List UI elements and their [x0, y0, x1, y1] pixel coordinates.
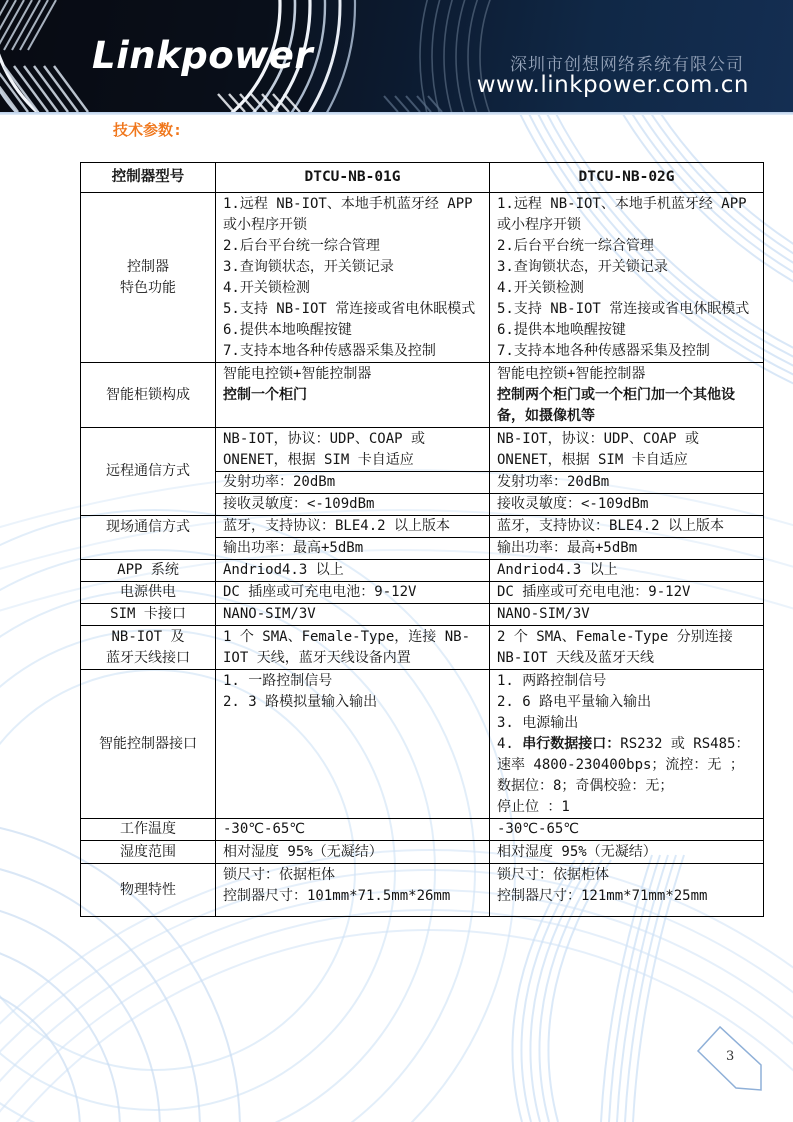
interface-02g-item5: 速率 4800-230400bps；流控：无 ；	[497, 757, 744, 773]
row-label-sim-interface: SIM 卡接口	[81, 604, 216, 626]
row-label-temperature: 工作温度	[81, 819, 216, 841]
spec-table	[80, 162, 764, 917]
table-row-interface	[81, 670, 764, 819]
features-01g: 1.远程 NB-IOT、本地手机蓝牙经 APP 或小程序开锁 2.后台平台统一综合管理 3.查询锁状态，开关锁记录 4.开关锁检测 5.支持 NB-IOT 常连接或省电休眠模式 6.提供本地唤醒按键 7.支持本地各种传感器采集及控制	[216, 193, 490, 363]
page-number-badge	[675, 1015, 775, 1105]
table-row-temperature	[81, 819, 764, 841]
table-row-remote-1	[81, 428, 764, 472]
bluetooth-01g: 蓝牙，支持协议：BLE4.2 以上版本	[216, 516, 490, 538]
interface-02g-item2: 2. 6 路电平量输入输出	[497, 694, 652, 710]
row-label-field-comm: 现场通信方式	[81, 516, 216, 560]
row-label-features	[81, 193, 216, 363]
cabinet-02g	[490, 363, 764, 428]
physical-02g-line1: 锁尺寸：依据柜体	[497, 867, 609, 883]
features-02g: 1.远程 NB-IOT、本地手机蓝牙经 APP 或小程序开锁 2.后台平台统一综合管理 3.查询锁状态，开关锁记录 4.开关锁检测 5.支持 NB-IOT 常连接或省电休眠模式 6.提供本地唤醒按键 7.支持本地各种传感器采集及控制	[490, 193, 764, 363]
row-label-antenna	[81, 626, 216, 670]
row-label-cabinet: 智能柜锁构成	[81, 363, 216, 428]
sim-interface-01g: NANO-SIM/3V	[216, 604, 490, 626]
interface-02g-item7: 停止位 ：1	[497, 799, 570, 815]
table-row-humidity	[81, 841, 764, 864]
cabinet-02g-line2: 控制两个柜门或一个柜门加一个其他设备，如摄像机等	[497, 387, 735, 424]
tx-power-02g: 发射功率：20dBm	[490, 472, 764, 494]
temperature-01g: -30℃-65℃	[216, 819, 490, 841]
physical-02g-line2: 控制器尺寸：121mm*71mm*25mm	[497, 888, 708, 904]
physical-01g-line1: 锁尺寸：依据柜体	[223, 867, 335, 883]
header-cell-model: 控制器型号	[81, 163, 216, 193]
antenna-02g: 2 个 SMA、Female-Type 分别连接 NB-IOT 天线及蓝牙天线	[490, 626, 764, 670]
interface-02g-item4-bold: 串行数据接口：	[522, 736, 621, 752]
table-row-app	[81, 560, 764, 582]
row-label-remote-comm: 远程通信方式	[81, 428, 216, 516]
temperature-02g: -30℃-65℃	[490, 819, 764, 841]
table-row-field-1	[81, 516, 764, 538]
company-website-link[interactable]: www.linkpower.com.cn	[476, 72, 749, 98]
power-supply-02g: DC 插座或可充电电池：9-12V	[490, 582, 764, 604]
cabinet-01g-line2: 控制一个柜门	[223, 387, 307, 403]
remote-protocol-02g: NB-IOT，协议：UDP、COAP 或 ONENET，根据 SIM 卡自适应	[490, 428, 764, 472]
interface-02g-item1: 1. 两路控制信号	[497, 673, 607, 689]
physical-01g-line2: 控制器尺寸：101mm*71.5mm*26mm	[223, 888, 451, 904]
cabinet-01g-line1: 智能电控锁+智能控制器	[223, 366, 372, 382]
table-row-antenna	[81, 626, 764, 670]
table-row-power	[81, 582, 764, 604]
cabinet-01g	[216, 363, 490, 428]
company-name: 深圳市创想网络系统有限公司	[510, 55, 744, 75]
row-label-power-supply: 电源供电	[81, 582, 216, 604]
row-label-antenna-line2: 蓝牙天线接口	[106, 649, 190, 666]
app-system-01g: Andriod4.3 以上	[216, 560, 490, 582]
physical-02g	[490, 864, 764, 917]
section-title: 技术参数:	[113, 121, 183, 139]
controller-interface-02g	[490, 670, 764, 819]
rx-sensitivity-01g: 接收灵敏度：<-109dBm	[216, 494, 490, 516]
bluetooth-02g: 蓝牙，支持协议：BLE4.2 以上版本	[490, 516, 764, 538]
interface-02g-item3: 3. 电源输出	[497, 715, 579, 731]
row-label-features-line1: 控制器	[127, 258, 169, 275]
sim-interface-02g: NANO-SIM/3V	[490, 604, 764, 626]
remote-protocol-01g: NB-IOT，协议：UDP、COAP 或 ONENET，根据 SIM 卡自适应	[216, 428, 490, 472]
rx-sensitivity-02g: 接收灵敏度：<-109dBm	[490, 494, 764, 516]
app-system-02g: Andriod4.3 以上	[490, 560, 764, 582]
table-row-physical	[81, 864, 764, 917]
pentagon-icon	[675, 1015, 775, 1105]
row-label-features-line2: 特色功能	[120, 279, 176, 296]
page-number: 3	[726, 1049, 735, 1064]
output-power-02g: 输出功率：最高+5dBm	[490, 538, 764, 560]
row-label-physical: 物理特性	[81, 864, 216, 917]
power-supply-01g: DC 插座或可充电电池：9-12V	[216, 582, 490, 604]
row-label-controller-interface: 智能控制器接口	[81, 670, 216, 819]
header-cell-dtcu-nb-01g: DTCU-NB-01G	[216, 163, 490, 193]
row-label-humidity: 湿度范围	[81, 841, 216, 864]
cabinet-02g-line1: 智能电控锁+智能控制器	[497, 366, 646, 382]
interface-02g-item4	[497, 734, 756, 755]
interface-02g-item6: 数据位：8；奇偶校验：无；	[497, 778, 674, 794]
company-logo: Linkpower	[92, 34, 314, 77]
physical-01g	[216, 864, 490, 917]
table-row-sim	[81, 604, 764, 626]
humidity-02g: 相对湿度 95%（无凝结）	[490, 841, 764, 864]
row-label-antenna-line1: NB-IOT 及	[111, 628, 185, 645]
table-row-features	[81, 193, 764, 363]
table-row-cabinet	[81, 363, 764, 428]
row-label-app-system: APP 系统	[81, 560, 216, 582]
interface-02g-item4-rest: RS232 或 RS485：	[620, 736, 750, 752]
page-header	[0, 0, 793, 112]
table-row-header	[81, 163, 764, 193]
header-cell-dtcu-nb-02g: DTCU-NB-02G	[490, 163, 764, 193]
humidity-01g: 相对湿度 95%（无凝结）	[216, 841, 490, 864]
header-hatch-bottom-faint	[384, 96, 442, 112]
antenna-01g: 1 个 SMA、Female-Type，连接 NB-IOT 天线，蓝牙天线设备内置	[216, 626, 490, 670]
controller-interface-01g: 1. 一路控制信号 2. 3 路模拟量输入输出	[216, 670, 490, 819]
output-power-01g: 输出功率：最高+5dBm	[216, 538, 490, 560]
interface-02g-item4-prefix: 4.	[497, 736, 523, 752]
header-divider	[0, 112, 793, 115]
tx-power-01g: 发射功率：20dBm	[216, 472, 490, 494]
